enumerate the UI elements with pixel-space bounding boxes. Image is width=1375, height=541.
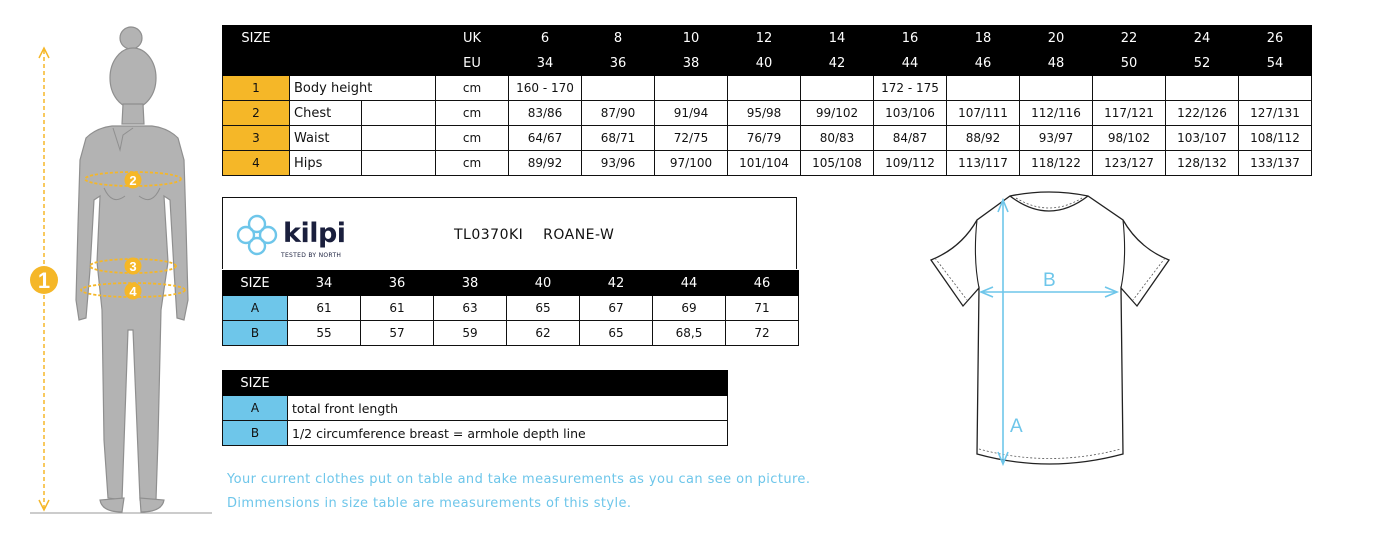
table-cell: 69 <box>653 296 726 321</box>
table-cell: 117/121 <box>1093 101 1166 126</box>
style-size: 38 <box>434 271 507 296</box>
style-size: 34 <box>288 271 361 296</box>
dimension-note: Dimmensions in size table are measurements of this style. <box>227 496 632 511</box>
table-cell <box>1239 76 1312 101</box>
table-cell: 55 <box>288 321 361 346</box>
table-cell: 71 <box>726 296 799 321</box>
uk-size: 10 <box>655 26 728 51</box>
legend-row <box>223 396 728 421</box>
body-figure <box>0 0 215 541</box>
eu-size: 50 <box>1093 51 1166 76</box>
table-cell: 83/86 <box>509 101 582 126</box>
row-label: A <box>223 296 288 321</box>
table-cell: 99/102 <box>801 101 874 126</box>
table-cell: 108/112 <box>1239 126 1312 151</box>
legend-label: B <box>223 421 288 446</box>
eu-size: 54 <box>1239 51 1312 76</box>
brand-tagline: TESTED BY NORTH <box>281 252 342 259</box>
table-cell: 123/127 <box>1093 151 1166 176</box>
uk-size: 14 <box>801 26 874 51</box>
row-label: Chest <box>290 101 362 126</box>
table-cell: 68,5 <box>653 321 726 346</box>
kilpi-knot-icon <box>231 212 283 258</box>
brand-logo: kilpi <box>283 218 346 249</box>
table-cell: 88/92 <box>947 126 1020 151</box>
uk-size: 12 <box>728 26 801 51</box>
table-cell: 128/132 <box>1166 151 1239 176</box>
uk-size: 24 <box>1166 26 1239 51</box>
row-number: 3 <box>223 126 290 151</box>
table-cell: 61 <box>288 296 361 321</box>
table-cell: 93/96 <box>582 151 655 176</box>
table-cell: 59 <box>434 321 507 346</box>
table-cell: 109/112 <box>874 151 947 176</box>
size-header: SIZE <box>223 271 288 296</box>
table-cell: 89/92 <box>509 151 582 176</box>
table-row <box>223 101 1312 126</box>
table-cell: 172 - 175 <box>874 76 947 101</box>
table-cell <box>1020 76 1093 101</box>
table-row <box>223 151 1312 176</box>
row-number: 1 <box>223 76 290 101</box>
table-cell: 122/126 <box>1166 101 1239 126</box>
table-cell: 57 <box>361 321 434 346</box>
row-label: Waist <box>290 126 362 151</box>
uk-size: 22 <box>1093 26 1166 51</box>
uk-size: 16 <box>874 26 947 51</box>
legend-label: A <box>223 396 288 421</box>
table-cell <box>1166 76 1239 101</box>
row-label: Hips <box>290 151 362 176</box>
table-cell: 87/90 <box>582 101 655 126</box>
table-cell: 72/75 <box>655 126 728 151</box>
legend-text: total front length <box>288 396 728 421</box>
table-cell <box>1093 76 1166 101</box>
uk-size: 18 <box>947 26 1020 51</box>
table-cell: 97/100 <box>655 151 728 176</box>
eu-size: 38 <box>655 51 728 76</box>
product-code: TL0370KI <box>454 227 524 243</box>
uk-label: UK <box>436 26 509 51</box>
shirt-label-a: A <box>1010 416 1023 437</box>
table-cell: 118/122 <box>1020 151 1093 176</box>
table-cell: 105/108 <box>801 151 874 176</box>
eu-size: 42 <box>801 51 874 76</box>
table-cell: 65 <box>580 321 653 346</box>
size-header: SIZE <box>223 26 290 51</box>
eu-size: 40 <box>728 51 801 76</box>
legend-row <box>223 421 728 446</box>
table-cell: 98/102 <box>1093 126 1166 151</box>
style-header-box <box>222 197 797 269</box>
row-label: B <box>223 321 288 346</box>
eu-size: 36 <box>582 51 655 76</box>
style-size: 40 <box>507 271 580 296</box>
table-cell: 127/131 <box>1239 101 1312 126</box>
table-cell: 84/87 <box>874 126 947 151</box>
legend-header-row <box>223 371 728 396</box>
table-cell: 103/106 <box>874 101 947 126</box>
table-cell: 68/71 <box>582 126 655 151</box>
tshirt-diagram <box>925 188 1175 478</box>
table-cell: 112/116 <box>1020 101 1093 126</box>
uk-size: 6 <box>509 26 582 51</box>
style-code <box>454 227 614 243</box>
table-cell: 95/98 <box>728 101 801 126</box>
row-unit: cm <box>436 101 509 126</box>
shirt-label-b: B <box>1043 270 1056 291</box>
style-table <box>222 270 799 346</box>
marker-3: 3 <box>129 259 137 274</box>
marker-2: 2 <box>129 173 137 188</box>
table-cell: 160 - 170 <box>509 76 582 101</box>
table-row <box>223 321 799 346</box>
row-number: 2 <box>223 101 290 126</box>
table-cell: 107/111 <box>947 101 1020 126</box>
row-unit: cm <box>436 151 509 176</box>
uk-size: 26 <box>1239 26 1312 51</box>
eu-size: 52 <box>1166 51 1239 76</box>
table-cell: 76/79 <box>728 126 801 151</box>
table-cell <box>801 76 874 101</box>
marker-1: 1 <box>37 268 51 293</box>
row-unit: cm <box>436 126 509 151</box>
eu-header-row <box>223 51 1312 76</box>
table-row <box>223 296 799 321</box>
style-size: 44 <box>653 271 726 296</box>
table-cell: 65 <box>507 296 580 321</box>
row-number: 4 <box>223 151 290 176</box>
row-unit: cm <box>436 76 509 101</box>
eu-label: EU <box>436 51 509 76</box>
style-size: 36 <box>361 271 434 296</box>
style-size: 42 <box>580 271 653 296</box>
style-size: 46 <box>726 271 799 296</box>
uk-size: 20 <box>1020 26 1093 51</box>
eu-size: 48 <box>1020 51 1093 76</box>
table-cell <box>728 76 801 101</box>
table-cell: 91/94 <box>655 101 728 126</box>
table-cell: 63 <box>434 296 507 321</box>
product-name: ROANE-W <box>543 227 615 243</box>
table-cell: 113/117 <box>947 151 1020 176</box>
table-cell: 133/137 <box>1239 151 1312 176</box>
table-cell: 93/97 <box>1020 126 1093 151</box>
table-cell: 103/107 <box>1166 126 1239 151</box>
table-cell: 72 <box>726 321 799 346</box>
instruction-note: Your current clothes put on table and take measurements as you can see on picture. <box>227 472 811 487</box>
table-row <box>223 126 1312 151</box>
table-cell: 61 <box>361 296 434 321</box>
uk-header-row <box>223 26 1312 51</box>
size-table <box>222 25 1312 176</box>
table-cell: 64/67 <box>509 126 582 151</box>
table-cell: 62 <box>507 321 580 346</box>
table-row <box>223 76 1312 101</box>
table-cell <box>947 76 1020 101</box>
uk-size: 8 <box>582 26 655 51</box>
legend-table <box>222 370 728 446</box>
table-cell: 80/83 <box>801 126 874 151</box>
eu-size: 34 <box>509 51 582 76</box>
marker-4: 4 <box>129 284 137 299</box>
table-cell <box>582 76 655 101</box>
table-cell <box>655 76 728 101</box>
table-cell: 67 <box>580 296 653 321</box>
size-header: SIZE <box>223 371 288 396</box>
table-cell: 101/104 <box>728 151 801 176</box>
row-label: Body height <box>290 76 436 101</box>
legend-text: 1/2 circumference breast = armhole depth line <box>288 421 728 446</box>
eu-size: 46 <box>947 51 1020 76</box>
style-size-row <box>223 271 799 296</box>
eu-size: 44 <box>874 51 947 76</box>
